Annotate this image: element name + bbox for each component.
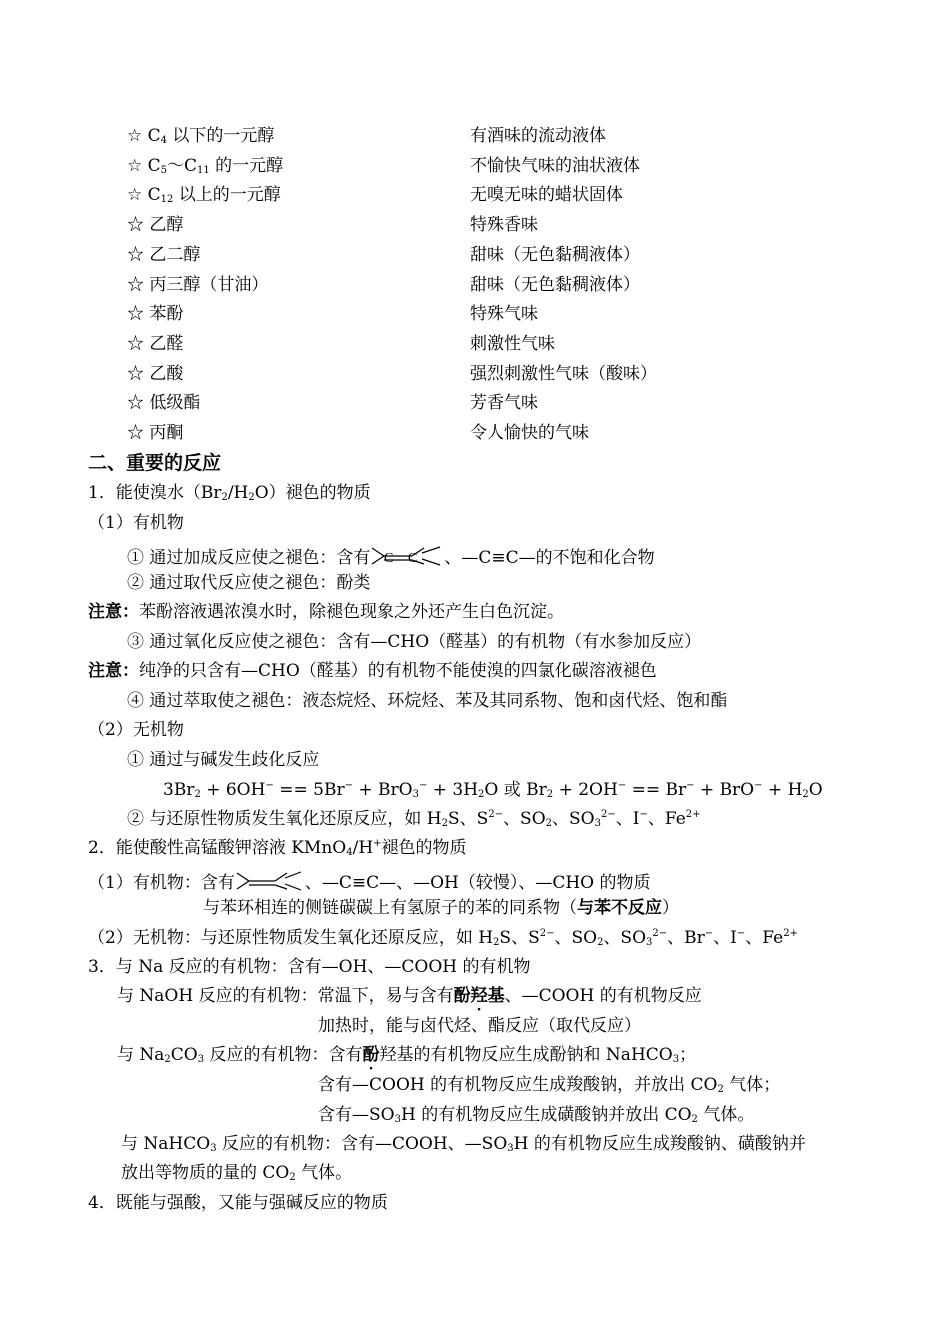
odor-table-odor: 芳香气味: [470, 393, 538, 414]
q4-title: 4．既能与强酸，又能与强碱反应的物质: [88, 1193, 388, 1213]
q3-nahco3-1: 与 NaHCO$_3$ 反应的有机物：含有—COOH、$—SO_3H$ 的有机物反应生成羧酸钠、磺酸钠并: [121, 1134, 806, 1154]
q2-organic: （1）有机物：含有 、—C≡C—、—OH（较慢）、—CHO 的物质: [88, 870, 651, 894]
odor-table-odor: 甜味（无色黏稠液体）: [470, 244, 640, 265]
svg-text:C: C: [408, 551, 418, 566]
q3-naoh-2: 加热时，能与卤代烃、酯反应（取代反应）: [318, 1016, 641, 1036]
alkene-double-bond-icon: [370, 545, 444, 567]
alkene-double-bond-icon: [235, 870, 305, 892]
q3-naoh: 与 NaOH 反应的有机物：常温下，易与含有酚羟基、—COOH 的有机物反应: [117, 986, 702, 1006]
odor-table-substance: ☆ 乙醛: [127, 333, 184, 354]
odor-table-odor: 刺激性气味: [470, 333, 555, 354]
q1-organic-heading: （1）有机物: [88, 513, 184, 533]
odor-table-odor: 不愉快气味的油状液体: [470, 155, 640, 176]
section-heading: 二、重要的反应: [88, 452, 222, 474]
q1-organic-item-1: ① 通过加成反应使之褪色：含有 C C 、—C≡C—的不饱和化合物: [127, 545, 655, 569]
q1-organic-item-2: ② 通过取代反应使之褪色：酚类: [127, 573, 371, 593]
q1-organic-item-4: ④ 通过萃取使之褪色：液态烷烃、环烷烃、苯及其同系物、饱和卤代烃、饱和酯: [127, 691, 728, 711]
odor-table-odor: 特殊气味: [470, 304, 538, 325]
odor-table-odor: 有酒味的流动液体: [470, 126, 606, 146]
odor-table-substance: ☆ 乙酸: [127, 363, 184, 384]
note-2: 注意：纯净的只含有—CHO（醛基）的有机物不能使溴的四氯化碳溶液褪色: [88, 661, 657, 681]
q1-inorganic-heading: （2）无机物: [88, 720, 184, 740]
odor-table-substance: ☆ 苯酚: [127, 304, 184, 325]
odor-table-odor: 特殊香味: [470, 215, 538, 236]
odor-table-substance: ☆ $C_5\sim C_{11}$ 的一元醇: [127, 155, 284, 176]
odor-table-substance: ☆ 低级酯: [127, 393, 201, 414]
odor-table-substance: ☆ 丙三醇（甘油）: [127, 274, 269, 295]
odor-table-substance: ☆ $C_{12}$ 以上的一元醇: [127, 185, 281, 206]
odor-table-odor: 令人愉快的气味: [470, 423, 589, 443]
q2-title: 2．能使酸性高锰酸钾溶液 KMnO$_4$/H+褪色的物质: [88, 838, 467, 858]
q1-inorganic-item-2: ② 与还原性物质发生氧化还原反应，如 $H_2S$、$S^{2-}$、$SO_2$、$SO_3^{2-}$、I−、$Fe^{2+}$: [127, 809, 701, 829]
svg-text:C: C: [384, 551, 394, 566]
disproportionation-equation: $3Br_2 + 6OH^- == 5Br^- + BrO_3^- + 3H_2O$ 或 $Br_2 + 2OH^- == Br^- + BrO^- + H_2O$: [163, 780, 823, 800]
odor-table-odor: 甜味（无色黏稠液体）: [470, 274, 640, 295]
q2-inorganic: （2）无机物：与还原性物质发生氧化还原反应，如 $H_2S$、$S^{2-}$、$SO_2$、$SO_3^{2-}$、Br−、I−、$Fe^{2+}$: [88, 928, 798, 948]
note-1: 注意：苯酚溶液遇浓溴水时，除褪色现象之外还产生白色沉淀。: [88, 602, 564, 622]
q3-na2co3-3: 含有$—SO_3H$ 的有机物反应生成磺酸钠并放出 $CO_2$ 气体。: [318, 1105, 755, 1125]
q1-title: 1．能使溴水$(Br_2/H_2O)$褪色的物质: [88, 483, 371, 503]
odor-table-odor: 无嗅无味的蜡状固体: [470, 185, 623, 206]
q3-title: 3．与 Na 反应的有机物：含有—OH、—COOH 的有机物: [88, 957, 531, 977]
odor-table-substance: ☆ $C_4$ 以下的一元醇: [127, 126, 275, 146]
odor-table-substance: ☆ 乙二醇: [127, 244, 201, 265]
q1-inorganic-item-1: ① 通过与碱发生歧化反应: [127, 750, 320, 770]
q2-organic-2: 与苯环相连的侧链碳碳上有氢原子的苯的同系物（与苯不反应）: [203, 898, 679, 918]
odor-table-odor: 强烈刺激性气味（酸味）: [470, 363, 657, 384]
q3-na2co3-2: 含有—COOH 的有机物反应生成羧酸钠，并放出 $CO_2$ 气体；: [318, 1075, 781, 1095]
q3-na2co3: 与 $Na_2CO_3$ 反应的有机物：含有酚羟基的有机物反应生成酚钠和 NaHCO$_3$；: [117, 1045, 697, 1065]
q1-organic-item-3: ③ 通过氧化反应使之褪色：含有—CHO（醛基）的有机物（有水参加反应）: [127, 632, 702, 652]
q3-nahco3-2: 放出等物质的量的 $CO_2$ 气体。: [121, 1163, 353, 1183]
odor-table-substance: ☆ 乙醇: [127, 215, 184, 236]
odor-table-substance: ☆ 丙酮: [127, 423, 184, 443]
